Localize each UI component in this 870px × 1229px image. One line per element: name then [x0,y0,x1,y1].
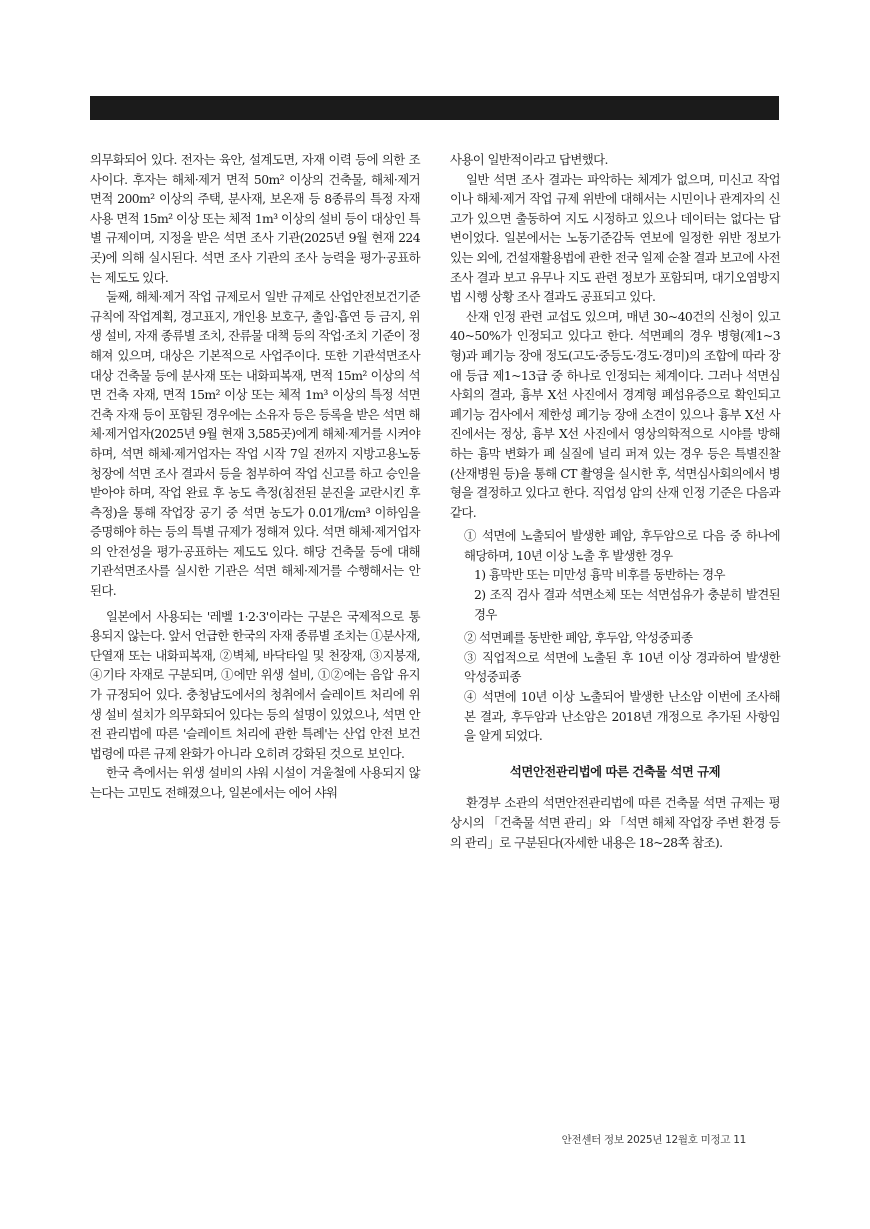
criteria-subitem: 1) 흉막반 또는 미만성 흉막 비후를 동반하는 경우 [474,567,725,583]
paragraph: 한국 측에서는 위생 설비의 샤워 시설이 겨울철에 사용되지 않는다는 고민도 전해졌으나, 일본에서는 에어 샤워 [90,765,420,800]
paragraph: 사용이 일반적이라고 답변했다. [450,152,608,167]
criteria-item: ① 석면에 노출되어 발생한 폐암, 후두암으로 다음 중 하나에 해당하며, 10년 이상 노출 후 발생한 경우 [464,528,780,563]
paragraph: 환경부 소관의 석면안전관리법에 따른 건축물 석면 규제는 평상시의 「건축물 석면 관리」와 「석면 해체 작업장 주변 환경 등의 관리」로 구분된다(자세한 내용은 18~28쪽 참조). [450,795,780,850]
paragraph: 일반 석면 조사 결과는 파악하는 체계가 없으며, 미신고 작업이나 해체·제거 작업 규제 위반에 대해서는 시민이나 관계자의 신고가 있으면 출동하여 지도 시정하고 있으나 데이터는 없다는 답변이었다. 일본에서는 노동기준감독 연보에 일정한 위반 정보가 있는 외에, 건설재활용법에 관한 전국 일제 순찰 결과 보고에 사전 조사 결과 보고 유무나 지도 관련 정보가 포함되며, 대기오염방지법 시행 상황 조사 결과도 공표되고 있다. [450,171,780,305]
page-footer: 안전센터 정보 2025년 12월호 미정고 11 [561,1134,746,1146]
paragraph: 일본에서 사용되는 '레벨 1·2·3'이라는 구분은 국제적으로 통용되지 않는다. 앞서 언급한 한국의 자재 종류별 조치는 ①분사재, 단열재 또는 내화피복재, ②벽체, 바닥타일 및 천장재, ③지붕재, ④기타 자재로 구분되며, ①에만 위생 설비, ①②에는 음압 유지가 규정되어 있다. 충청남도에서의 청취에서 슬레이트 처리에 위생 설비 설치가 의무화되어 있다는 등의 설명이 있었으나, 석면 안전 관리법에 따른 '슬레이트 처리에 관한 특례'는 산업 안전 보건 법령에 따른 규제 완화가 아니라 오히려 강화된 것으로 보인다. [90,608,420,761]
criteria-subitem: 2) 조직 검사 결과 석면소체 또는 석면섬유가 충분히 발견된 경우 [474,587,780,622]
left-column [90,150,420,803]
paragraph: 산재 인정 관련 교섭도 있으며, 매년 30~40건의 신청이 있고 40~50%가 인정되고 있다고 한다. 석면폐의 경우 병형(제1~3형)과 폐기능 장애 정도(고도·중등도·경도·경미)의 조합에 따라 장애 등급 제1~13급 중 하나로 인정되는 체계이다. 그러나 석면심사회의 결과, 흉부 X선 사진에서 경계형 폐섬유증으로 확인되고 폐기능 검사에서 제한성 폐기능 장애 소견이 있으나 흉부 X선 사진에서는 정상, 흉부 X선 사진에서 영상의학적으로 시야를 방해하는 흉막 변화가 폐 실질에 널리 퍼져 있는 경우 등은 특별진찰(산재병원 등)을 통해 CT 촬영을 실시한 후, 석면심사회의에서 병형을 결정하고 있다고 한다. 직업성 암의 산재 인정 기준은 다음과 같다. [450,308,780,520]
criteria-item: ② 석면폐를 동반한 폐암, 후두암, 악성중피종 [464,630,693,646]
right-column [450,150,780,852]
criteria-item: ④ 석면에 10년 이상 노출되어 발생한 난소암 이번에 조사해 본 결과, 후두암과 난소암은 2018년 개정으로 추가된 사항임을 알게 되었다. [464,689,780,744]
paragraph: 의무화되어 있다. 전자는 육안, 설계도면, 자재 이력 등에 의한 조사이다. 후자는 해체·제거 면적 50m² 이상의 건축물, 해체·제거 면적 200m² 이상의 주택, 분사재, 보온재 등 8종류의 특정 자재 사용 면적 15m² 이상 또는 체적 1m³ 이상의 설비 등이 대상인 특별 규제이며, 지정을 받은 석면 조사 기관(2025년 9월 현재 224곳)에 의해 실시된다. 석면 조사 기관의 조사 능력을 평가·공표하는 제도도 있다. [90,152,420,285]
criteria-item: ③ 직업적으로 석면에 노출된 후 10년 이상 경과하여 발생한 악성중피종 [464,649,780,685]
section-title: 석면안전관리법에 따른 건축물 석면 규제 [509,763,721,779]
paragraph: 둘째, 해체·제거 작업 규제로서 일반 규제로 산업안전보건기준규칙에 작업계획, 경고표지, 개인용 보호구, 출입·흡연 등 금지, 위생 설비, 자재 종류별 조치, 잔류물 대책 등의 작업·조치 기준이 정해져 있으며, 대상은 기본적으로 사업주이다. 또한 기관석면조사 대상 건축물 등에 분사재 또는 내화피복재, 면적 15m² 이상의 석면 건축 자재, 면적 15m² 이상 또는 체적 1m³ 이상의 특정 석면 건축 자재 등이 포함된 경우에는 소유자 등은 등록을 받은 석면 해체·제거업자(2025년 9월 현재 3,585곳)에게 해체·제거를 시켜야 하며, 석면 해체·제거업자는 작업 시작 7일 전까지 지방고용노동청장에 석면 조사 결과서 등을 첨부하여 작업 신고를 하고 승인을 받아야 하며, 작업 완료 후 농도 측정(침전된 분진을 교란시킨 후 측정)을 통해 작업장 공기 중 석면 농도가 0.01개/cm³ 이하임을 증명해야 하는 등의 특별 규제가 정해져 있다. 석면 해체·제거업자의 안전성을 평가·공표하는 제도도 있다. 해당 건축물 등에 대해 기관석면조사를 실시한 기관은 석면 해체·제거를 수행해서는 안 된다. [90,289,420,599]
header-bar [90,96,779,120]
